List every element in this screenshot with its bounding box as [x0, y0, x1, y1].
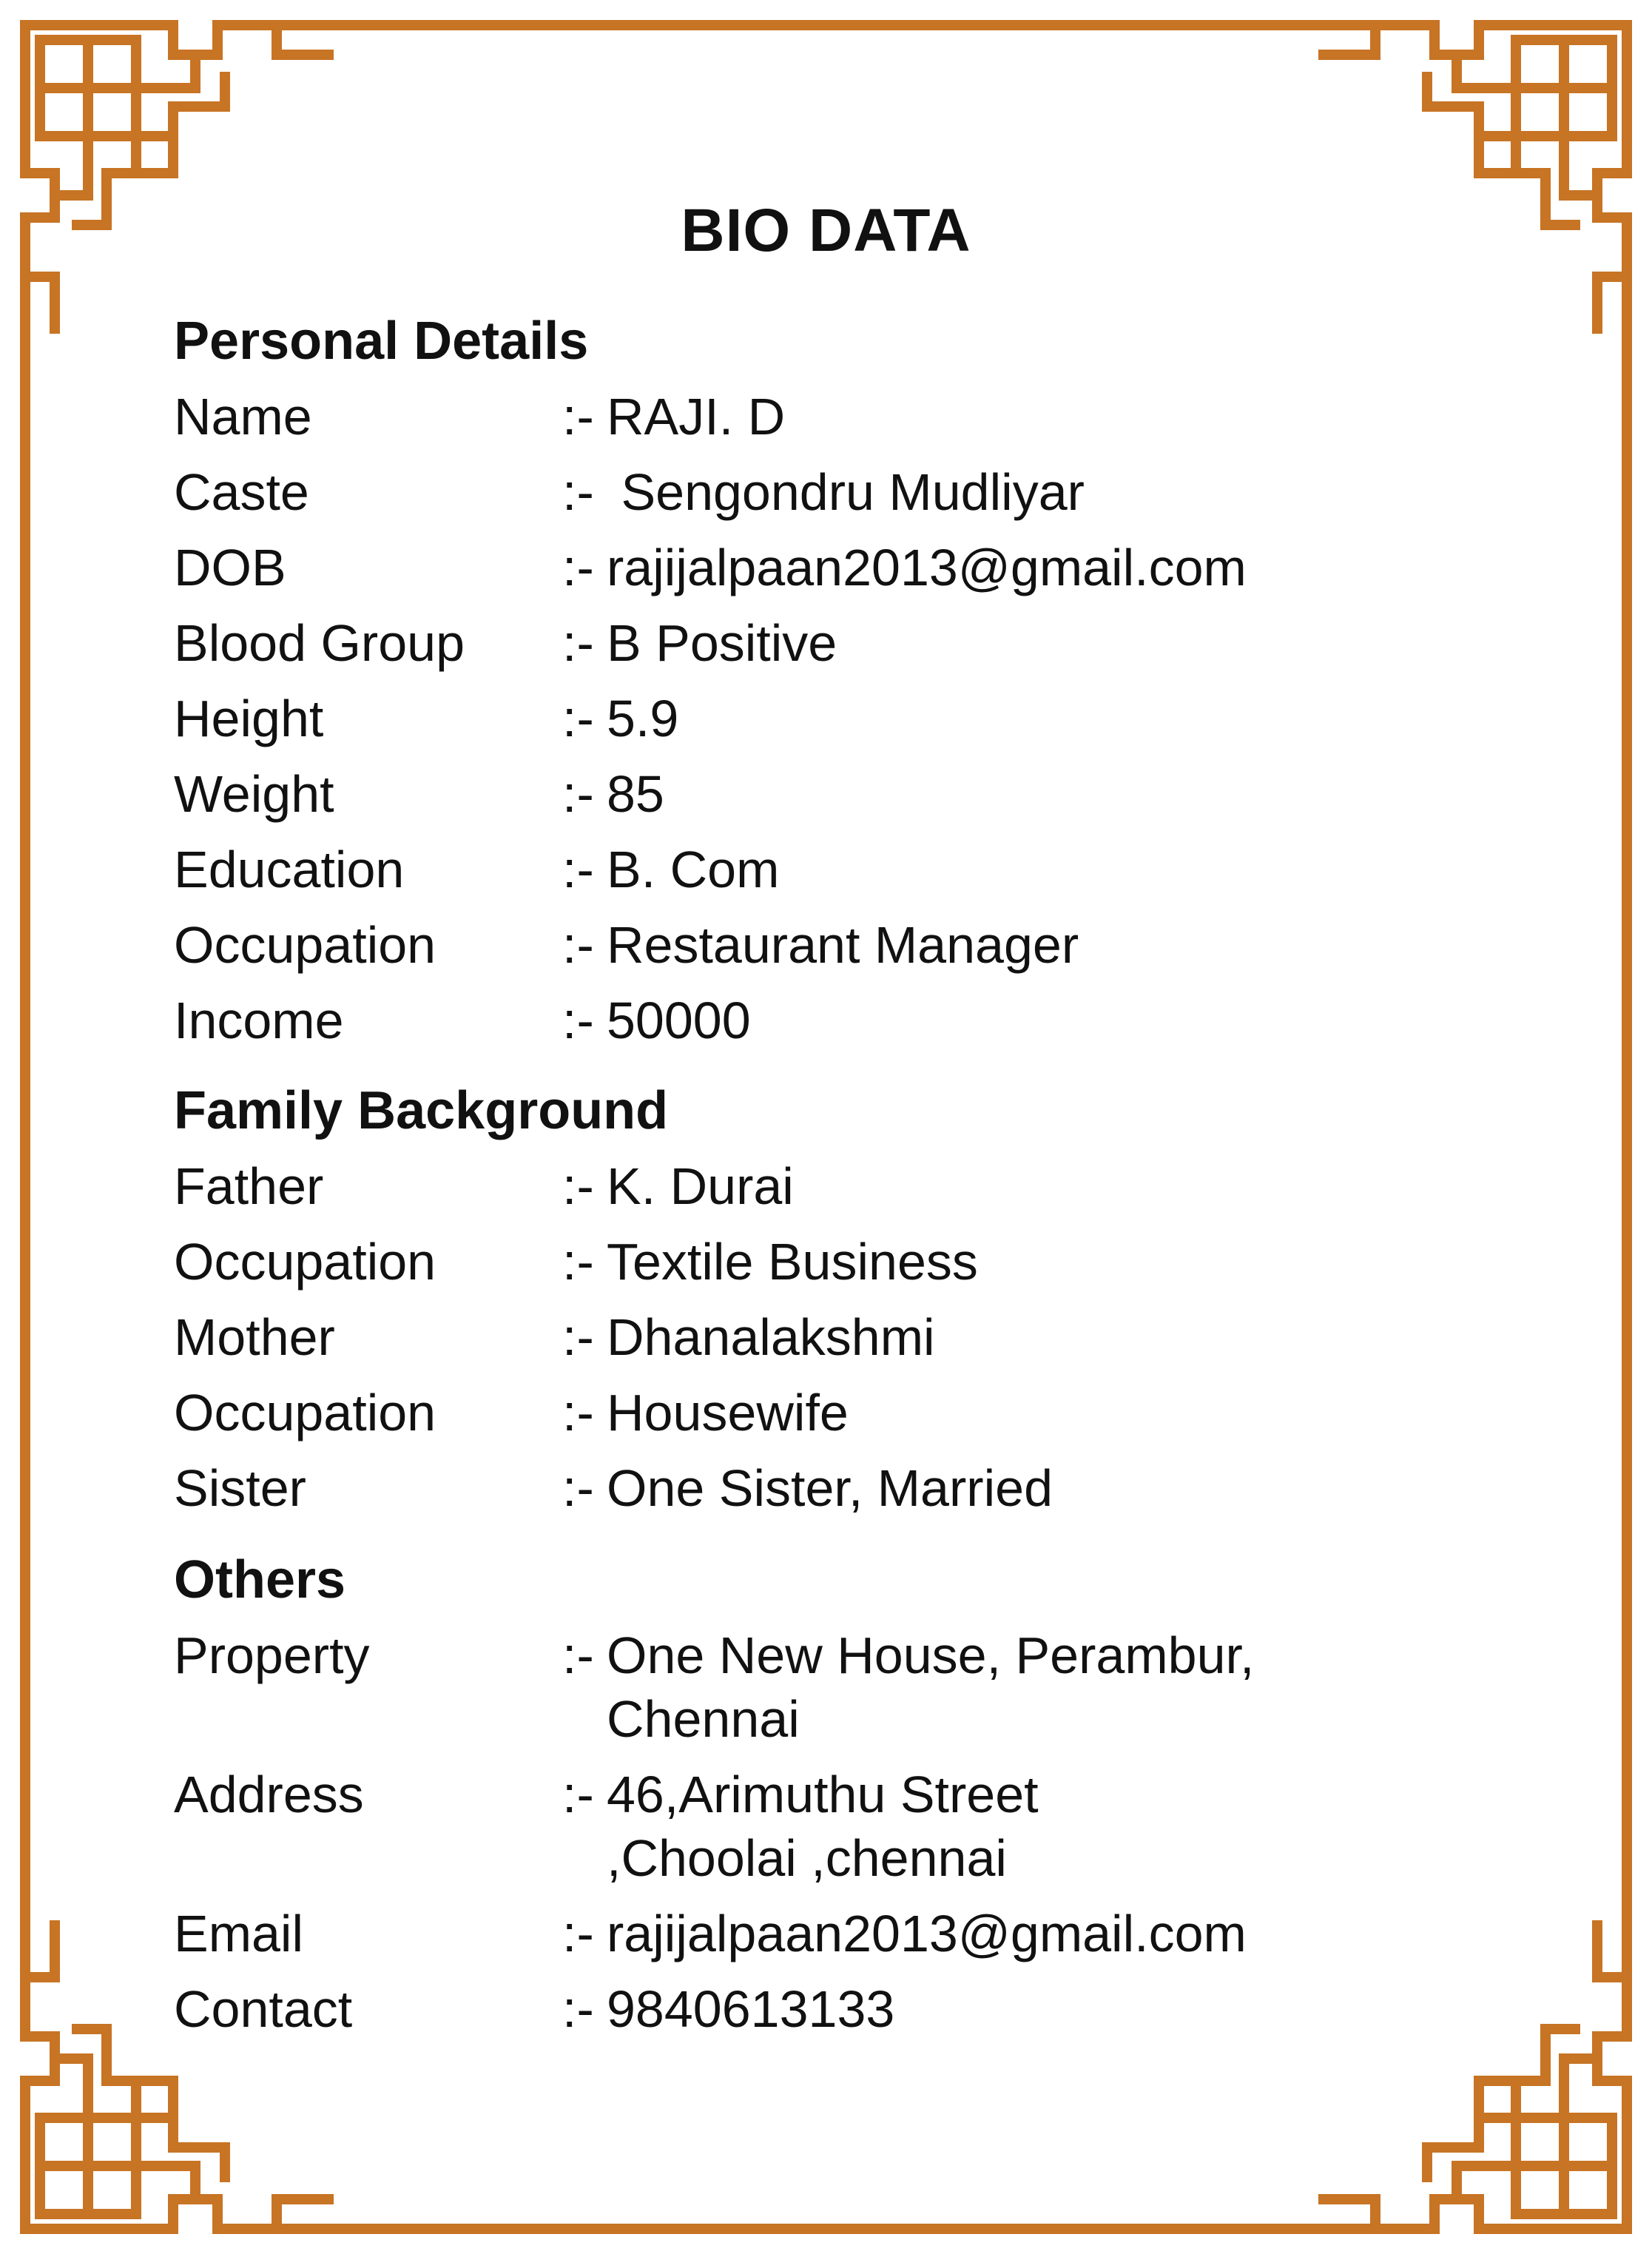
row-separator: :-: [562, 690, 594, 747]
row-value: Restaurant Manager: [607, 916, 1079, 974]
row-separator: :-: [562, 1459, 594, 1517]
row-value: 85: [607, 765, 664, 823]
row-label: Occupation: [174, 1384, 436, 1441]
detail-row-education: [174, 838, 1506, 901]
row-separator: :-: [562, 1233, 594, 1291]
detail-row-blood-group: [174, 611, 1506, 675]
row-label: Property: [174, 1626, 370, 1684]
row-value: 50000: [607, 992, 751, 1049]
detail-row-height: [174, 687, 1506, 750]
row-label: Email: [174, 1905, 304, 1962]
section-family-background: [174, 1079, 1506, 1532]
row-separator: :-: [562, 463, 594, 521]
detail-row-address: [174, 1763, 1506, 1890]
detail-row-sister: [174, 1456, 1506, 1520]
detail-row-occupation: [174, 913, 1506, 977]
row-separator: :-: [562, 1384, 594, 1441]
detail-row-father-occupation: [174, 1230, 1506, 1293]
row-value: Sengondru Mudliyar: [607, 463, 1085, 521]
row-separator: :-: [562, 1626, 594, 1684]
row-separator: :-: [562, 916, 594, 974]
row-value: rajijalpaan2013@gmail.com: [607, 539, 1247, 596]
detail-row-email: [174, 1902, 1506, 1965]
row-value: rajijalpaan2013@gmail.com: [607, 1905, 1247, 1962]
row-label: DOB: [174, 539, 286, 596]
detail-row-father: [174, 1154, 1506, 1218]
row-separator: :-: [562, 841, 594, 898]
row-separator: :-: [562, 992, 594, 1049]
row-separator: :-: [562, 1157, 594, 1215]
row-value: One Sister, Married: [607, 1459, 1053, 1517]
detail-row-mother-occupation: [174, 1381, 1506, 1444]
row-separator: :-: [562, 1905, 594, 1962]
section-heading: Family Background: [174, 1081, 669, 1140]
row-label: Name: [174, 388, 312, 445]
row-value: Housewife: [607, 1384, 849, 1441]
row-value: B. Com: [607, 841, 780, 898]
row-value: One New House, Perambur, Chennai: [607, 1626, 1269, 1748]
row-separator: :-: [562, 1980, 594, 2038]
row-label: Mother: [174, 1308, 335, 1366]
row-separator: :-: [562, 765, 594, 823]
detail-row-caste: [174, 460, 1506, 524]
section-heading: Others: [174, 1550, 346, 1609]
row-label: Father: [174, 1157, 324, 1215]
row-label: Income: [174, 992, 344, 1049]
row-label: Education: [174, 841, 405, 898]
detail-row-weight: [174, 762, 1506, 826]
row-separator: :-: [562, 388, 594, 445]
section-heading: Personal Details: [174, 312, 589, 371]
row-label: Weight: [174, 765, 334, 823]
section-others: [174, 1548, 1506, 2053]
row-value: K. Durai: [607, 1157, 794, 1215]
detail-row-name: [174, 385, 1506, 448]
row-value: RAJI. D: [607, 388, 786, 445]
row-label: Contact: [174, 1980, 353, 2038]
row-value: Dhanalakshmi: [607, 1308, 935, 1366]
row-label: Blood Group: [174, 614, 465, 672]
row-separator: :-: [562, 614, 594, 672]
row-label: Occupation: [174, 916, 436, 974]
detail-row-property: [174, 1624, 1506, 1751]
row-value: 9840613133: [607, 1980, 895, 2038]
row-label: Occupation: [174, 1233, 436, 1291]
row-value: 46,Arimuthu Street ,Choolai ,chennai: [607, 1766, 1053, 1887]
row-value: 5.9: [607, 690, 679, 747]
row-label: Caste: [174, 463, 309, 521]
detail-row-income: [174, 989, 1506, 1052]
section-personal-details: [174, 309, 1506, 1064]
document-title: BIO DATA: [681, 197, 971, 264]
row-value: B Positive: [607, 614, 837, 672]
row-label: Height: [174, 690, 324, 747]
row-separator: :-: [562, 1308, 594, 1366]
detail-row-contact: [174, 1977, 1506, 2041]
row-value: Textile Business: [607, 1233, 978, 1291]
row-label: Sister: [174, 1459, 306, 1517]
detail-row-dob: [174, 536, 1506, 599]
row-separator: :-: [562, 1766, 594, 1823]
detail-row-mother: [174, 1305, 1506, 1369]
row-label: Address: [174, 1766, 364, 1823]
row-separator: :-: [562, 539, 594, 596]
